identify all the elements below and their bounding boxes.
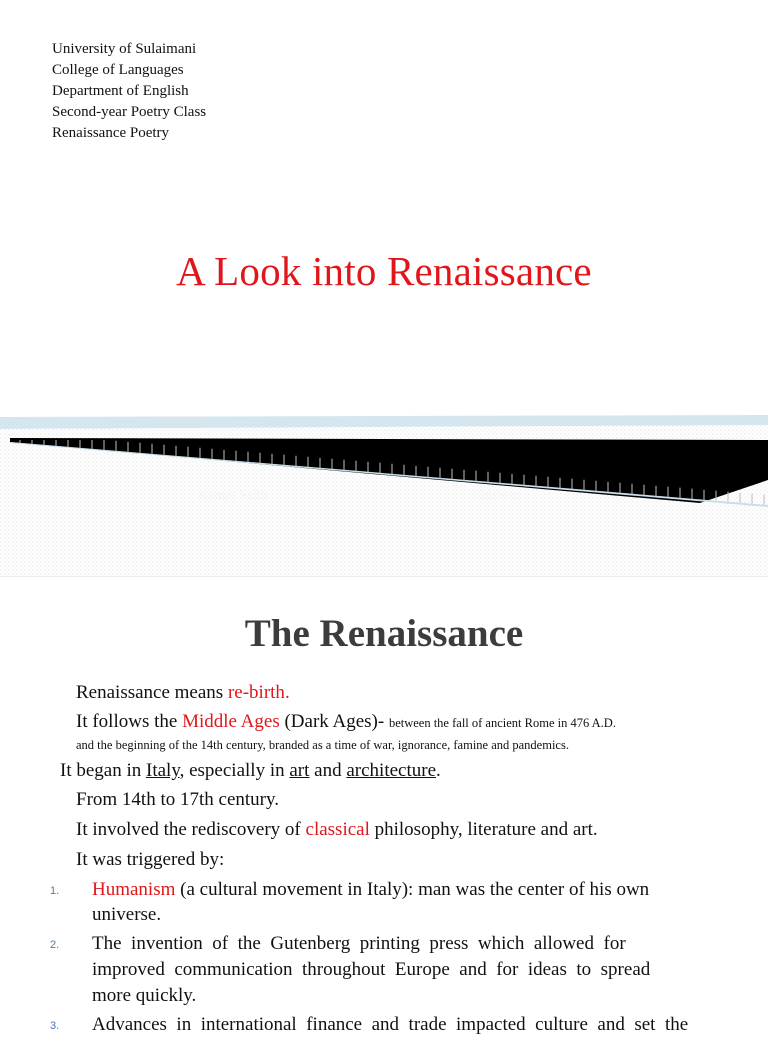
bullet-classical-end: philosophy, literature and art. xyxy=(369,819,598,840)
slide-title-heading: A Look into Renaissance xyxy=(176,248,592,294)
cause-printing-press-l2: improved communication throughout Europe and for ideas to spread xyxy=(92,959,651,980)
term-art: art xyxy=(289,760,310,781)
bullet-classical-text: It involved the rediscovery of xyxy=(76,819,306,840)
header-line-subject: Renaissance Poetry xyxy=(52,125,170,141)
slide-renaissance xyxy=(0,577,768,1035)
header-line-university: University of Sulaimani xyxy=(52,41,197,57)
institution-header xyxy=(52,39,206,144)
term-middle-ages: Middle Ages xyxy=(182,711,280,732)
list-number: 1. xyxy=(50,885,60,897)
term-italy: Italy xyxy=(146,760,180,781)
header-line-college: College of Languages xyxy=(52,62,184,78)
middle-ages-note-2: and the beginning of the 14th century, branded as a time of war, ignorance, famine and pandemics. xyxy=(76,738,569,752)
term-architecture: architecture xyxy=(346,760,436,781)
bullet-italy-text-3: and xyxy=(309,760,347,781)
middle-ages-note-1: between the fall of ancient Rome in 476 A.D. xyxy=(388,716,616,730)
bullet-century: From 14th to 17th century. xyxy=(76,789,279,810)
presenter-name-right: Shirwan xyxy=(474,488,521,503)
list-number: 2. xyxy=(50,939,60,951)
decorative-banner xyxy=(0,405,768,576)
bullet-rebirth-end: . xyxy=(284,682,290,703)
cause-finance-l1: Advances in international finance and trade impacted culture and set the xyxy=(92,1014,689,1035)
bullet-italy-text: It began in xyxy=(60,760,147,781)
cause-printing-press-l3: more quickly. xyxy=(92,985,197,1006)
term-classical: classical xyxy=(305,819,370,840)
term-dark-ages: (Dark Ages)- xyxy=(279,711,389,732)
bullet-rebirth-text: Renaissance means xyxy=(76,682,228,703)
term-humanism: Humanism xyxy=(92,879,176,900)
bullet-italy-text-2: , especially in xyxy=(179,760,290,781)
slide2-title: The Renaissance xyxy=(244,612,524,655)
term-rebirth: re-birth xyxy=(227,682,285,703)
bullet-middle-ages-text: It follows the xyxy=(76,711,183,732)
cause-humanism xyxy=(92,878,722,902)
cause-printing-press-l1: The invention of the Gutenberg printing press which allowed for xyxy=(92,933,626,954)
cause-humanism-text: (a cultural movement in Italy): man was the center of his own xyxy=(175,879,650,900)
bullet-classical xyxy=(76,818,598,842)
bullet-triggered: It was triggered by: xyxy=(76,849,225,870)
bullet-italy xyxy=(60,759,441,783)
bullet-middle-ages xyxy=(76,710,736,735)
bullet-italy-end: . xyxy=(436,760,441,781)
cause-humanism-cont: universe. xyxy=(92,904,162,925)
header-line-class: Second-year Poetry Class xyxy=(52,104,207,120)
list-number: 3. xyxy=(50,1020,60,1032)
bullet-rebirth xyxy=(76,681,290,705)
presenter-name-left: Kamal Salih xyxy=(198,488,268,503)
header-line-department: Department of English xyxy=(52,83,189,99)
